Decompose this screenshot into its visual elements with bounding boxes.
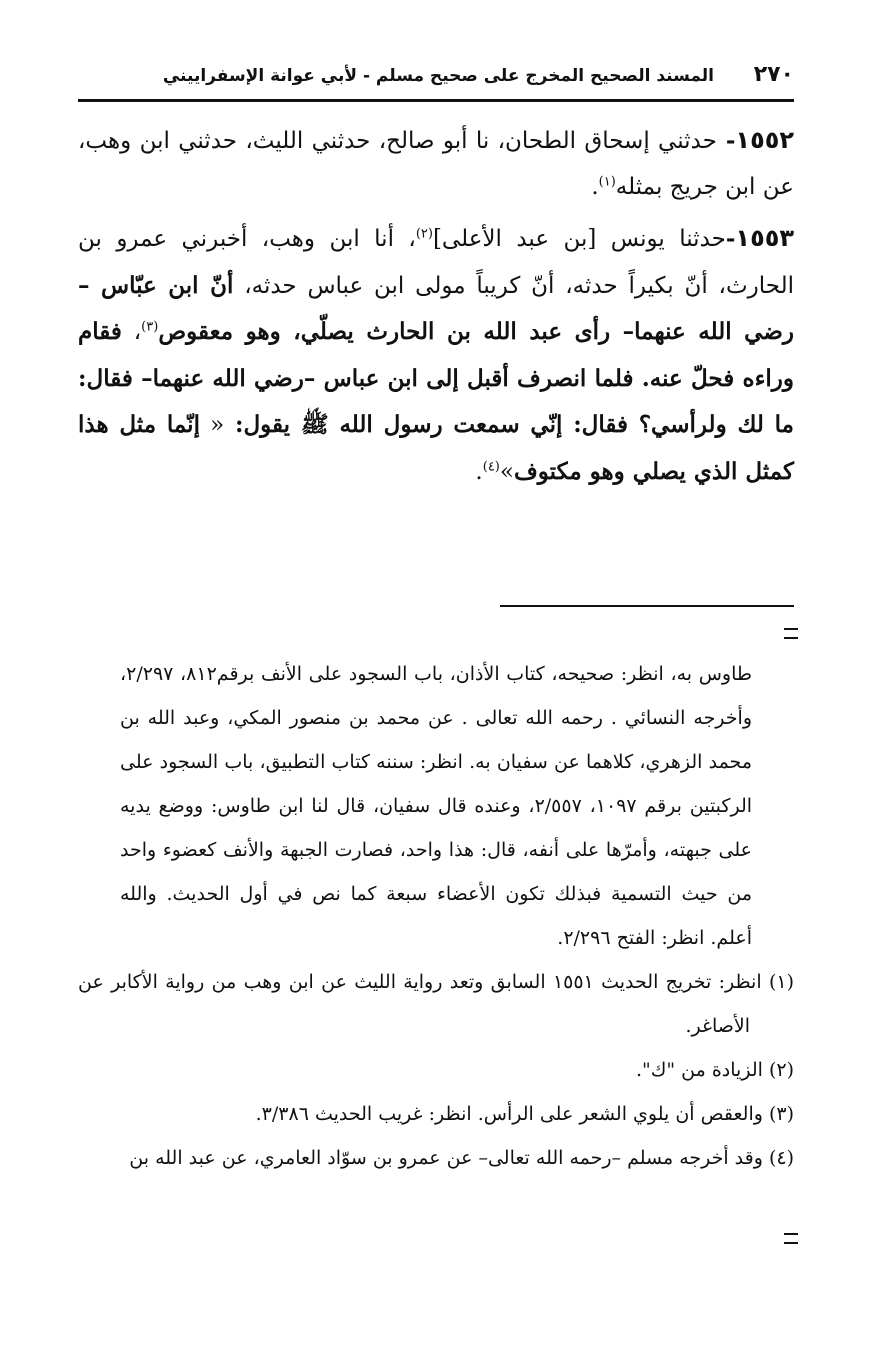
footnote-4 <box>78 1136 794 1180</box>
footnote-ref: (٤) <box>482 458 500 474</box>
footnote-continuation: طاوس به، انظر: صحيحه، كتاب الأذان، باب السجود على الأنف برقم٨١٢، ٢/٢٩٧، وأخرجه النسائي . رحمه الله تعالى . عن محمد بن منصور المكي، وعبد الله بن محمد الزهري، كلاهما عن سفيان به. انظر: سننه كتاب التطبيق، باب السجود على الركبتين برقم ١٠٩٧، ٢/٥٥٧، وعنده قال سفيان، قال لنا ابن طاوس: ووضع يديه على جبهته، وأمرّها على أنفه، قال: هذا واحد، فصارت الجبهة والأنف كعضوء واحد من حيث التسمية فبذلك تكون الأعضاء سبعة كما نص في أول الحديث. والله أعلم. انظر: الفتح ٢/٢٩٦. <box>120 663 753 949</box>
footnote-separator <box>500 605 794 607</box>
footnote-1 <box>78 960 794 1048</box>
comma: ، <box>121 319 142 345</box>
header-rule <box>78 99 794 102</box>
prophetic-saying: إنّما مثل هذا كمثل الذي يصلي وهو مكتوف <box>78 411 794 485</box>
hadith-number: ١٥٥٣ <box>735 224 795 252</box>
matn-part-2: فقام وراءه فحلّ عنه. فلما انصرف أقبل إلى ابن عباس –رضي الله عنهما– فقال: ما لك ولرأسي؟ فقال: إنّي سمعت رسول الله ﷺ يقول: <box>78 318 794 438</box>
main-text <box>78 118 794 501</box>
footnotes <box>78 652 794 1180</box>
quote-close: » <box>499 458 514 485</box>
footnote-marker: (١) <box>761 971 795 993</box>
page-header <box>78 60 794 98</box>
footnote-2 <box>78 1048 794 1092</box>
page-number: ٢٧٠ <box>753 62 794 87</box>
isnad-part-1: حدثنا يونس [بن عبد الأعلى] <box>432 226 726 252</box>
hadith-1552 <box>78 118 794 210</box>
hadith-dash: - <box>716 127 736 154</box>
hadith-number: ١٥٥٢ <box>735 126 795 154</box>
hadith-dash: - <box>725 225 736 252</box>
footnote-3 <box>78 1092 794 1136</box>
footnote-marker: (٢) <box>762 1059 794 1081</box>
isnad-part-2: ، أنا ابن وهب، أخبرني عمرو بن الحارث، أنّ بكيراً حدثه، أنّ كريباً مولى ابن عباس حدثه، <box>78 226 794 299</box>
footnote-text: وقد أخرجه مسلم –رحمه الله تعالى– عن عمرو بن سوّاد العامري، عن عبد الله بن <box>129 1147 763 1169</box>
footnote-ref: (٣) <box>141 319 159 335</box>
hadith-1553 <box>78 216 794 495</box>
footnote-text: انظر: تخريج الحديث ١٥٥١ السابق وتعد رواية الليث عن ابن وهب من رواية الأكابر عن الأصاغر. <box>78 971 762 1037</box>
hadith-end: . <box>591 173 599 200</box>
running-title: المسند الصحيح المخرج على صحيح مسلم - لأبي عوانة الإسفراييني <box>162 66 714 86</box>
hadith-text: حدثني إسحاق الطحان، نا أبو صالح، حدثني الليث، حدثني ابن وهب، عن ابن جريج بمثله <box>78 128 794 200</box>
footnote-ref: (٢) <box>415 226 433 242</box>
footnote-text: الزيادة من "ك". <box>635 1059 763 1081</box>
footnote-marker: (٤) <box>762 1147 794 1169</box>
footnote-text: والعقص أن يلوي الشعر على الرأس. انظر: غريب الحديث ٣/٣٨٦. <box>255 1103 763 1125</box>
matn-part-1: أنّ ابن عبّاس –رضي الله عنهما– رأى عبد الله بن الحارث يصلّي، وهو معقوص <box>78 271 794 345</box>
continuation-mark-bottom <box>784 1233 798 1244</box>
footnote-ref: (١) <box>598 173 616 189</box>
hadith-end: . <box>475 458 483 485</box>
continuation-mark-top <box>784 628 798 639</box>
footnote-marker: (٣) <box>762 1103 794 1125</box>
quote-open: « <box>199 412 225 438</box>
